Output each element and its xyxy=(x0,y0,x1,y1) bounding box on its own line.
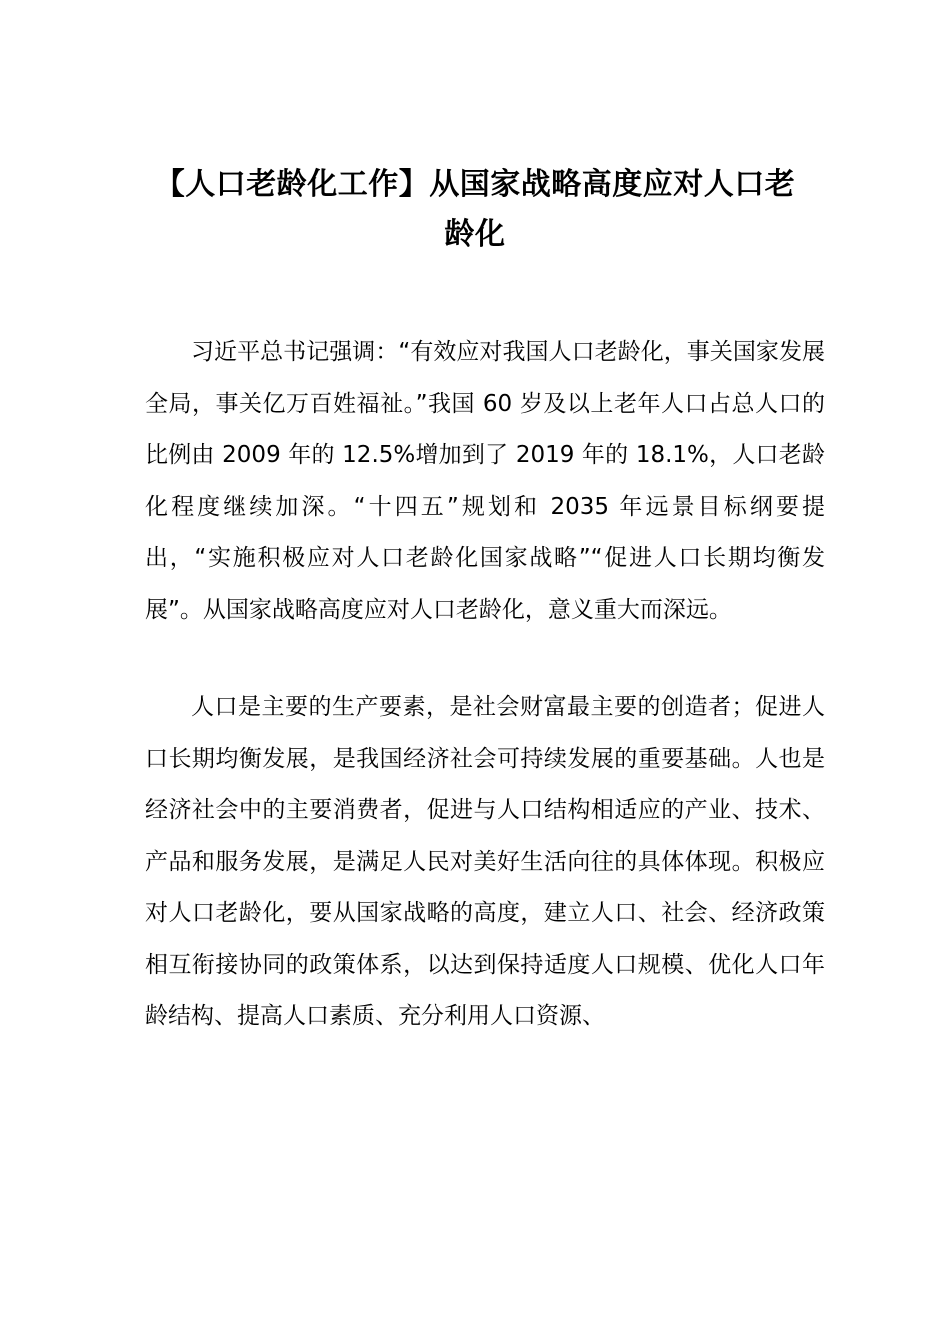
paragraph-2: 人口是主要的生产要素，是社会财富最主要的创造者；促进人口长期均衡发展，是我国经济社会可持续发展的重要基础。人也是经济社会中的主要消费者，促进与人口结构相适应的产业、技术、产品和服务发展，是满足人民对美好生活向往的具体体现。积极应对人口老龄化，要从国家战略的高度，建立人口、社会、经济政策相互衔接协同的政策体系，以达到保持适度人口规模、优化人口年龄结构、提高人口素质、充分利用人口资源、 xyxy=(145,694,825,1029)
document-body xyxy=(145,327,825,1089)
document-title: 【人口老龄化工作】从国家战略高度应对人口老龄化 xyxy=(154,167,796,252)
paragraph-1: 习近平总书记强调：“有效应对我国人口老龄化，事关国家发展全局，事关亿万百姓福祉。”我国 60 岁及以上老年人口占总人口的比例由 2009 年的 12.5%增加到了 2019 年的 18.1%，人口老龄化程度继续加深。“十四五”规划和 2035 年远景目标纲要提出，“实施积极应对人口老龄化国家战略”“促进人口长期均衡发展”。从国家战略高度应对人口老龄化，意义重大而深远。 xyxy=(145,339,825,623)
